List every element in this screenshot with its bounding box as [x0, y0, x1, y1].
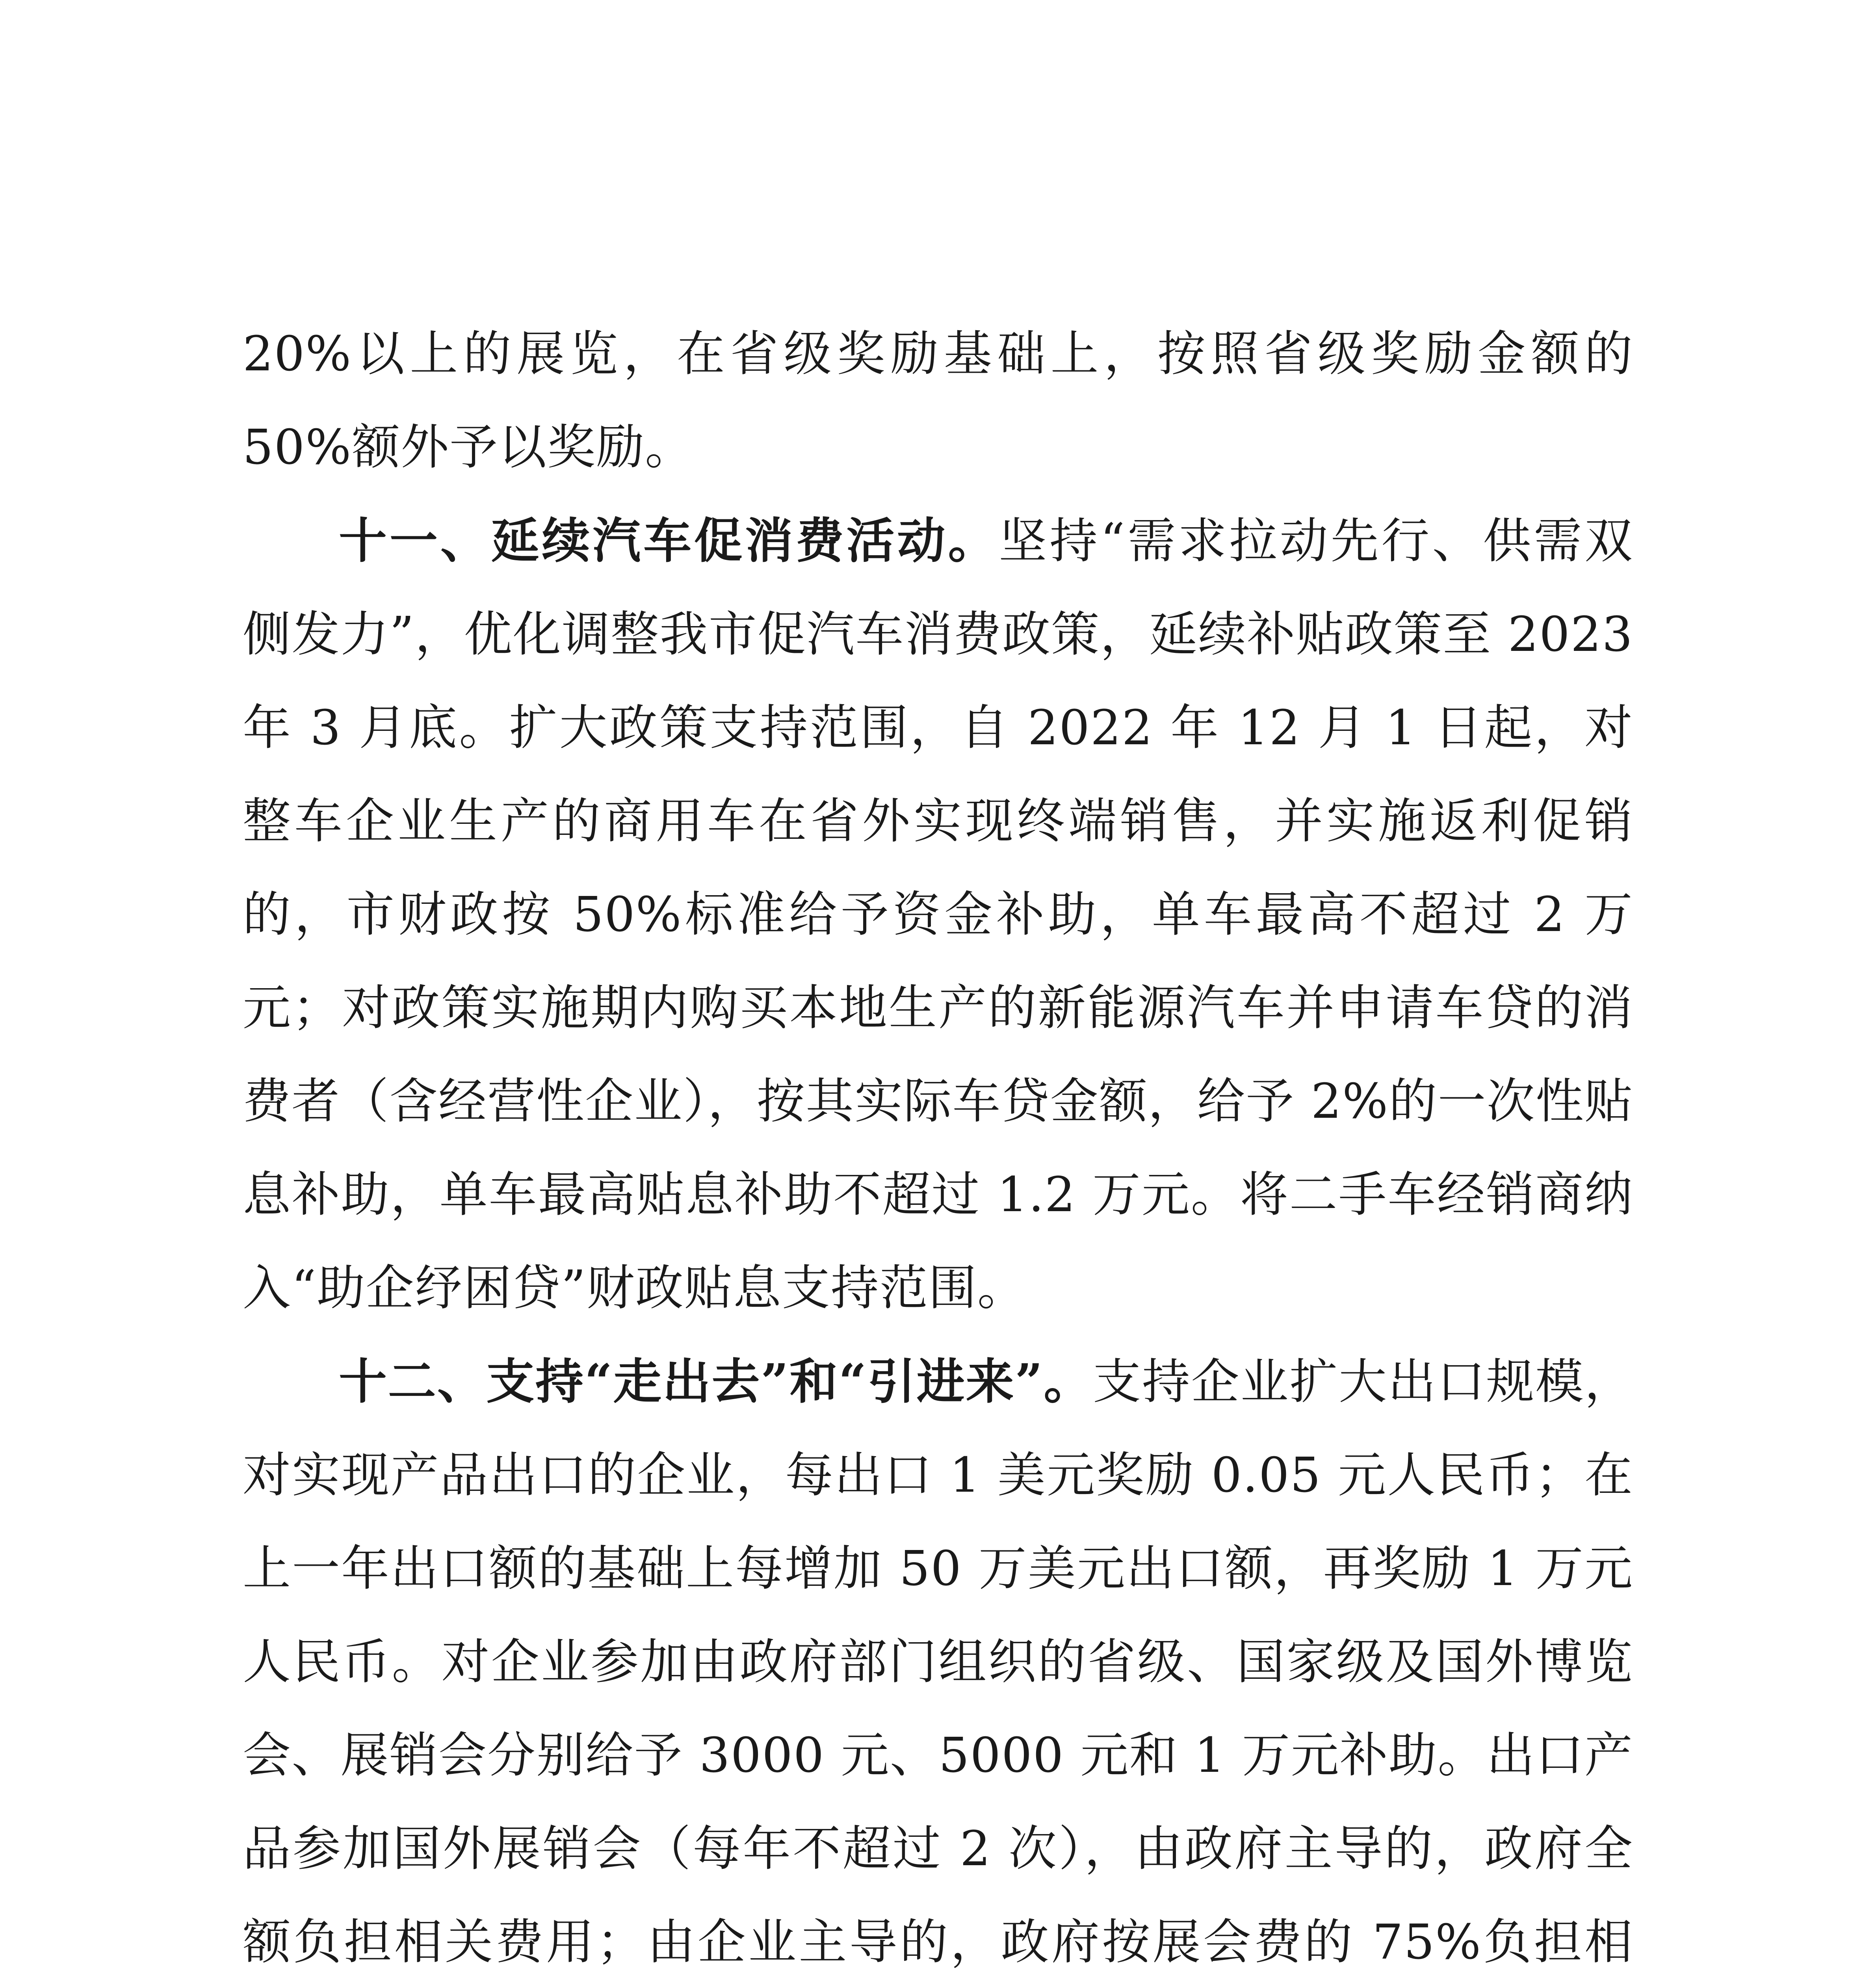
paragraph-text: 20%以上的展览，在省级奖励基础上，按照省级奖励金额的 50%额外予以奖励。: [243, 326, 1633, 475]
paragraph-section-11: [243, 494, 1633, 1335]
section-heading-12: 十二、支持“走出去”和“引进来”。: [339, 1353, 1093, 1410]
paragraph-section-12: [243, 1335, 1633, 1970]
paragraph-text: 坚持“需求拉动先行、供需双侧发力”，优化调整我市促汽车消费政策，延续补贴政策至 2023 年 3 月底。扩大政策支持范围，自 2022 年 12 月 1 日起，对整车企业生产的商用车在省外实现终端销售，并实施返利促销的，市财政按 50%标准给予资金补助，单车最高不超过 2 万元；对政策实施期内购买本地生产的新能源汽车并申请车贷的消费者（含经营性企业），按其实际车贷金额，给予 2%的一次性贴息补助，单车最高贴息补助不超过 1.2 万元。将二手车经销商纳入“助企纾困贷”财政贴息支持范围。: [243, 513, 1634, 1316]
document-body: [243, 307, 1633, 1970]
section-heading-11: 十一、延续汽车促消费活动。: [339, 512, 999, 569]
paragraph-continuation: [243, 307, 1633, 494]
paragraph-text: 支持企业扩大出口规模，对实现产品出口的企业，每出口 1 美元奖励 0.05 元人民币；在上一年出口额的基础上每增加 50 万美元出口额，再奖励 1 万元人民币。对企业参加由政府部门组织的省级、国家级及国外博览会、展销会分别给予 3000 元、5000 元和 1 万元补助。出口产品参加国外展销会（每年不超过 2 次），由政府主导的，政府全额负担相关费用；由企业主导的，政府按展会费的 75%负担相: [243, 1354, 1633, 1970]
